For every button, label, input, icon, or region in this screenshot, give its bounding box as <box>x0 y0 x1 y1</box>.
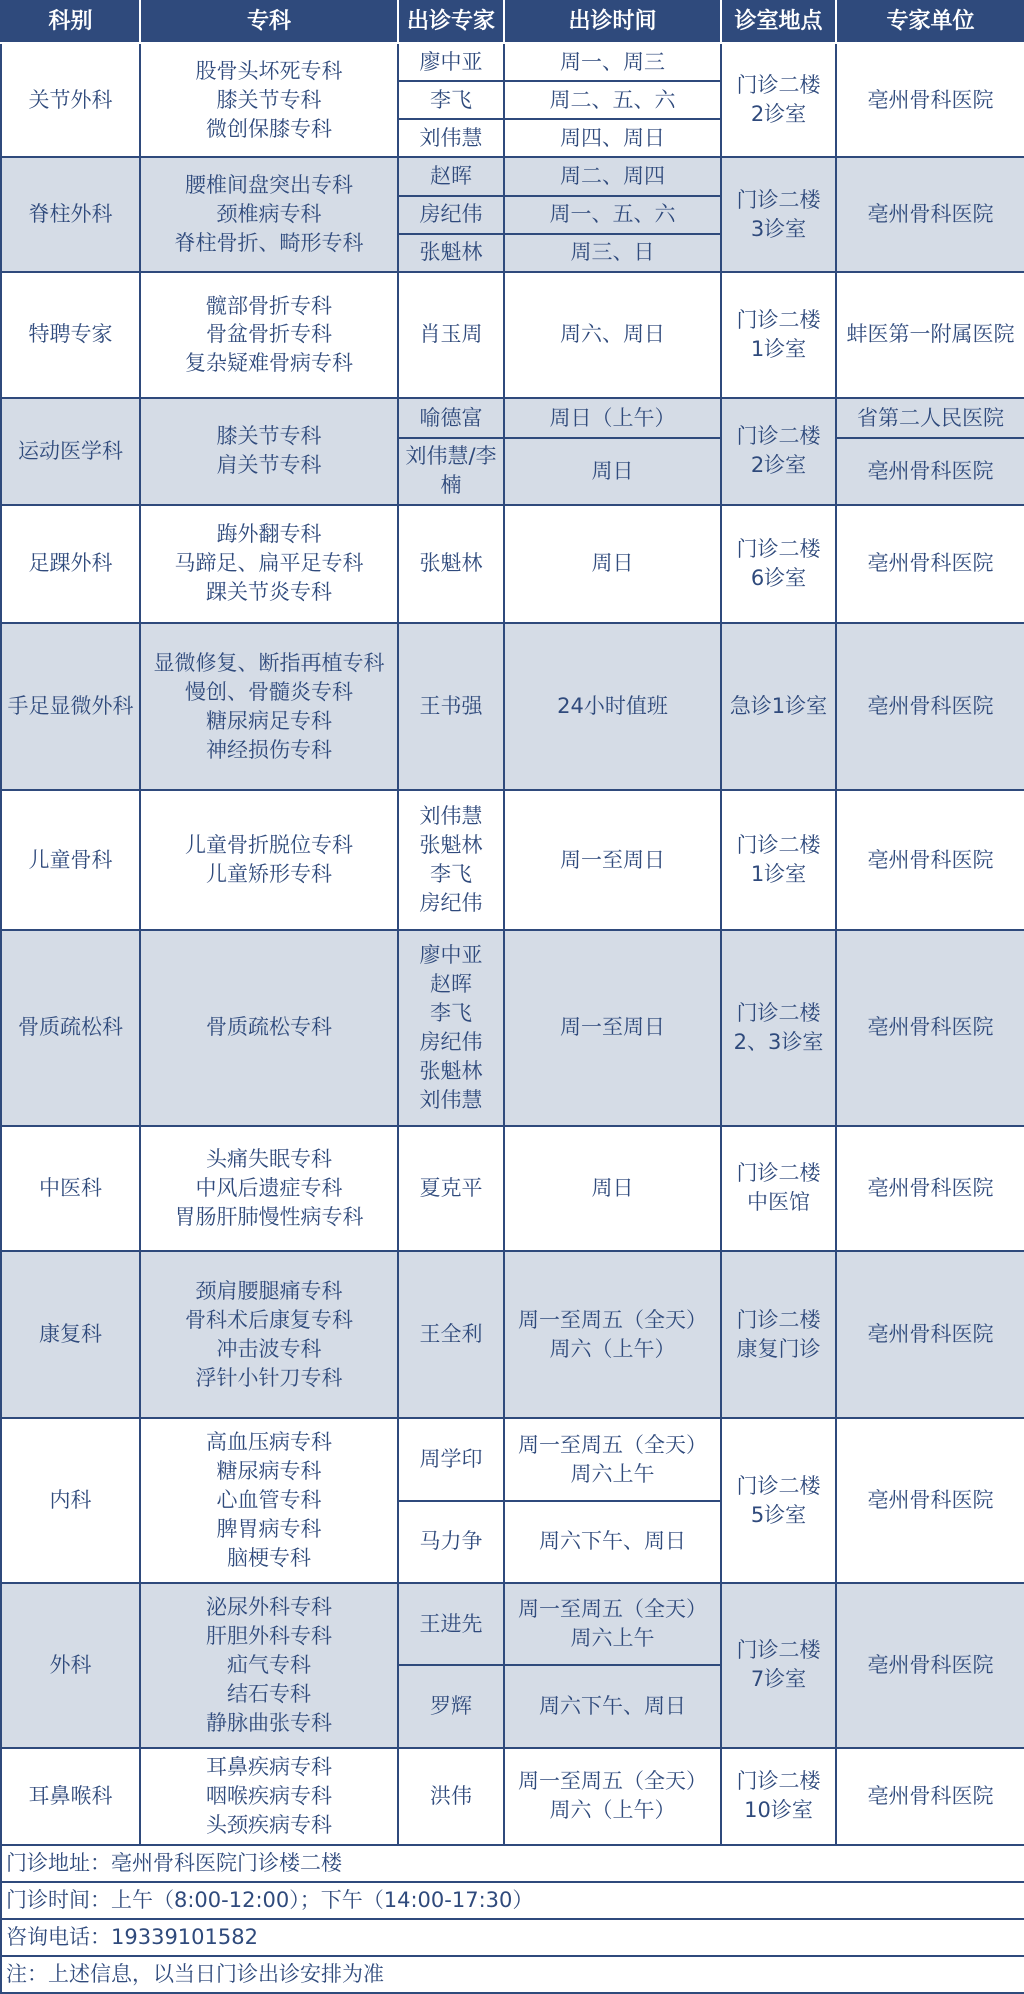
departments.10.specialties-line: 高血压病专科 <box>206 1430 332 1455</box>
departments.0.rows.0.time-line: 周一、周三 <box>560 49 665 74</box>
departments.3.rows.1.time-line: 周日 <box>591 458 634 483</box>
specialty-list <box>140 930 398 1126</box>
clinic-time <box>504 1665 721 1747</box>
clinic-room <box>721 623 836 791</box>
expert-unit: 亳州骨科医院 <box>836 157 1024 271</box>
departments.11.specialties-line: 疝气专科 <box>227 1652 311 1677</box>
departments.12.location-line: 10诊室 <box>744 1798 813 1823</box>
departments.12.specialties-line: 耳鼻疾病专科 <box>206 1754 332 1779</box>
departments.7.location-line: 门诊二楼 <box>736 1000 821 1025</box>
clinic-room <box>721 1418 836 1583</box>
expert-unit: 亳州骨科医院 <box>836 1251 1024 1419</box>
departments.8.specialties-line: 胃肠肝肺慢性病专科 <box>174 1204 364 1229</box>
expert-unit: 亳州骨科医院 <box>836 1126 1024 1251</box>
specialty-list <box>140 1583 398 1748</box>
departments.3.specialties-line: 膝关节专科 <box>216 424 322 449</box>
col-header-unit: 专家单位 <box>836 1 1024 43</box>
department-section <box>1 1748 1024 1845</box>
departments.10.location-line: 5诊室 <box>750 1502 807 1527</box>
departments.4.specialties-line: 踝关节炎专科 <box>206 580 332 605</box>
departments.9.rows.0.time-line: 周一至周五（全天） <box>518 1307 707 1332</box>
departments.7.specialties-line: 骨质疏松专科 <box>206 1015 332 1040</box>
footer-note: 注：上述信息，以当日门诊出诊安排为准 <box>1 1956 1024 1993</box>
departments.5.specialties-line: 神经损伤专科 <box>206 737 332 762</box>
expert-name: 周学印 <box>398 1418 504 1500</box>
table-row <box>1 272 1024 398</box>
departments.3.rows.0.time-line: 周日（上午） <box>549 405 676 430</box>
departments.11.specialties-line: 静脉曲张专科 <box>206 1710 332 1735</box>
departments.10.rows.0.time-line: 周六上午 <box>570 1461 655 1486</box>
department-section <box>1 930 1024 1126</box>
table-row <box>1 790 1024 929</box>
expert-name: 喻德富 <box>398 398 504 438</box>
departments.3.location-line: 门诊二楼 <box>736 424 821 449</box>
table-row <box>1 1126 1024 1251</box>
clinic-time <box>504 505 721 623</box>
col-header-expert: 出诊专家 <box>398 1 504 43</box>
departments.2.specialties-line: 骨盆骨折专科 <box>206 322 332 347</box>
expert-unit: 亳州骨科医院 <box>836 623 1024 791</box>
departments.3.specialties-line: 肩关节专科 <box>216 453 322 478</box>
departments.7.rows.0.time-line: 周一至周日 <box>560 1015 665 1040</box>
departments.12.rows.0.time-line: 周六（上午） <box>549 1798 676 1823</box>
department-section <box>1 157 1024 271</box>
departments.10.specialties-line: 心血管专科 <box>216 1488 322 1513</box>
departments.0.location-line: 门诊二楼 <box>736 73 821 98</box>
expert-unit: 亳州骨科医院 <box>836 438 1024 504</box>
clinic-room <box>721 1748 836 1845</box>
specialty-list <box>140 1418 398 1583</box>
footer-phone: 咨询电话：19339101582 <box>1 1919 1024 1956</box>
department-name: 外科 <box>1 1583 140 1748</box>
clinic-time <box>504 1748 721 1845</box>
clinic-time <box>504 1251 721 1419</box>
departments.6.specialties-line: 儿童骨折脱位专科 <box>185 833 353 858</box>
expert-unit: 亳州骨科医院 <box>836 1418 1024 1583</box>
departments.12.specialties-line: 咽喉疾病专科 <box>206 1783 332 1808</box>
departments.9.specialties-line: 浮针小针刀专科 <box>195 1365 343 1390</box>
expert-name: 刘伟慧 张魁林 李飞 房纪伟 <box>398 790 504 929</box>
departments.6.location-line: 门诊二楼 <box>736 833 821 858</box>
clinic-room <box>721 930 836 1126</box>
departments.9.specialties-line: 颈肩腰腿痛专科 <box>195 1278 343 1303</box>
departments.0.specialties-line: 微创保膝专科 <box>206 116 332 141</box>
departments.11.location-line: 门诊二楼 <box>736 1638 821 1663</box>
department-section <box>1 1251 1024 1419</box>
departments.0.specialties-line: 股骨头坏死专科 <box>195 58 343 83</box>
departments.12.rows.0.time-line: 周一至周五（全天） <box>518 1769 707 1794</box>
departments.5.specialties-line: 显微修复、断指再植专科 <box>153 650 385 675</box>
departments.11.rows.1.time-line: 周六下午、周日 <box>539 1693 686 1718</box>
departments.11.specialties-line: 肝胆外科专科 <box>206 1623 332 1648</box>
departments.5.location-line: 急诊1诊室 <box>729 694 828 719</box>
clinic-room <box>721 1126 836 1251</box>
clinic-time <box>504 272 721 398</box>
departments.2.location-line: 门诊二楼 <box>736 307 821 332</box>
expert-name: 李飞 <box>398 81 504 119</box>
expert-unit: 亳州骨科医院 <box>836 1583 1024 1748</box>
department-name: 内科 <box>1 1418 140 1583</box>
expert-unit: 亳州骨科医院 <box>836 43 1024 157</box>
clinic-time <box>504 438 721 504</box>
departments.4.rows.0.time-line: 周日 <box>591 551 634 576</box>
clinic-time <box>504 1126 721 1251</box>
table-row <box>1 43 1024 81</box>
specialty-list <box>140 1748 398 1845</box>
departments.10.specialties-line: 脾胃病专科 <box>216 1517 322 1542</box>
footer-address: 门诊地址：亳州骨科医院门诊楼二楼 <box>1 1845 1024 1882</box>
clinic-room <box>721 398 836 504</box>
departments.9.location-line: 门诊二楼 <box>736 1307 821 1332</box>
departments.11.specialties-line: 泌尿外科专科 <box>206 1594 332 1619</box>
department-name: 中医科 <box>1 1126 140 1251</box>
departments.1.rows.0.time-line: 周二、周四 <box>560 163 665 188</box>
specialty-list <box>140 1251 398 1419</box>
departments.6.specialties-line: 儿童矫形专科 <box>206 862 332 887</box>
department-name: 耳鼻喉科 <box>1 1748 140 1845</box>
department-name: 关节外科 <box>1 43 140 157</box>
department-name: 运动医学科 <box>1 398 140 504</box>
departments.4.location-line: 门诊二楼 <box>736 536 821 561</box>
departments.1.location-line: 3诊室 <box>750 216 807 241</box>
departments.9.specialties-line: 冲击波专科 <box>216 1336 322 1361</box>
departments.12.location-line: 门诊二楼 <box>736 1769 821 1794</box>
clinic-time <box>504 81 721 119</box>
expert-unit: 亳州骨科医院 <box>836 1748 1024 1845</box>
department-section <box>1 1126 1024 1251</box>
department-section <box>1 272 1024 398</box>
department-name: 手足显微外科 <box>1 623 140 791</box>
col-header-room: 诊室地点 <box>721 1 836 43</box>
table-row <box>1 1748 1024 1845</box>
departments.8.specialties-line: 头痛失眠专科 <box>206 1146 332 1171</box>
clinic-room <box>721 1583 836 1748</box>
department-section <box>1 623 1024 791</box>
clinic-time <box>504 234 721 272</box>
department-section <box>1 505 1024 623</box>
expert-name: 罗辉 <box>398 1665 504 1747</box>
specialty-list <box>140 505 398 623</box>
clinic-time <box>504 157 721 195</box>
expert-name: 刘伟慧/李楠 <box>398 438 504 504</box>
clinic-time <box>504 1501 721 1583</box>
col-header-specialty: 专科 <box>140 1 398 43</box>
departments.1.specialties-line: 脊柱骨折、畸形专科 <box>174 231 364 256</box>
departments.6.rows.0.time-line: 周一至周日 <box>560 847 665 872</box>
departments.2.specialties-line: 复杂疑难骨病专科 <box>185 351 353 376</box>
department-name: 脊柱外科 <box>1 157 140 271</box>
departments.10.specialties-line: 脑梗专科 <box>227 1546 311 1571</box>
expert-name: 肖玉周 <box>398 272 504 398</box>
expert-name: 廖中亚 赵晖 李飞 房纪伟 张魁林 刘伟慧 <box>398 930 504 1126</box>
clinic-time <box>504 398 721 438</box>
department-name: 骨质疏松科 <box>1 930 140 1126</box>
departments.11.location-line: 7诊室 <box>750 1667 807 1692</box>
departments.2.specialties-line: 髋部骨折专科 <box>206 293 332 318</box>
clinic-room <box>721 157 836 271</box>
specialty-list <box>140 1126 398 1251</box>
departments.10.specialties-line: 糖尿病专科 <box>216 1459 322 1484</box>
departments.8.location-line: 门诊二楼 <box>736 1161 821 1186</box>
departments.0.location-line: 2诊室 <box>750 102 807 127</box>
departments.0.specialties-line: 膝关节专科 <box>216 87 322 112</box>
department-name: 特聘专家 <box>1 272 140 398</box>
clinic-room <box>721 272 836 398</box>
clinic-time <box>504 119 721 157</box>
expert-unit: 亳州骨科医院 <box>836 790 1024 929</box>
clinic-time <box>504 790 721 929</box>
department-section <box>1 1583 1024 1748</box>
departments.5.rows.0.time-line: 24小时值班 <box>557 694 668 719</box>
specialty-list <box>140 272 398 398</box>
departments.10.rows.0.time-line: 周一至周五（全天） <box>518 1432 707 1457</box>
clinic-time <box>504 1583 721 1665</box>
department-section <box>1 398 1024 504</box>
departments.8.location-line: 中医馆 <box>747 1190 810 1215</box>
departments.0.rows.1.time-line: 周二、五、六 <box>549 87 676 112</box>
department-name: 儿童骨科 <box>1 790 140 929</box>
col-header-time: 出诊时间 <box>504 1 721 43</box>
clinic-room <box>721 43 836 157</box>
departments.4.location-line: 6诊室 <box>750 565 807 590</box>
expert-name: 刘伟慧 <box>398 119 504 157</box>
expert-unit: 蚌医第一附属医院 <box>836 272 1024 398</box>
expert-name: 王书强 <box>398 623 504 791</box>
specialty-list <box>140 623 398 791</box>
departments.4.specialties-line: 踇外翻专科 <box>216 522 322 547</box>
specialty-list <box>140 157 398 271</box>
clinic-room <box>721 505 836 623</box>
table-row <box>1 398 1024 438</box>
departments.6.location-line: 1诊室 <box>750 862 807 887</box>
departments.11.specialties-line: 结石专科 <box>227 1681 311 1706</box>
specialty-list <box>140 790 398 929</box>
departments.10.rows.1.time-line: 周六下午、周日 <box>539 1529 686 1554</box>
table-row <box>1 930 1024 1126</box>
expert-name: 廖中亚 <box>398 43 504 81</box>
department-section <box>1 43 1024 157</box>
department-section <box>1 790 1024 929</box>
expert-unit: 亳州骨科医院 <box>836 505 1024 623</box>
clinic-time <box>504 196 721 234</box>
specialty-list <box>140 398 398 504</box>
departments.1.location-line: 门诊二楼 <box>736 187 821 212</box>
departments.2.location-line: 1诊室 <box>750 336 807 361</box>
table-row <box>1 1583 1024 1665</box>
departments.5.specialties-line: 糖尿病足专科 <box>206 708 332 733</box>
departments.9.rows.0.time-line: 周六（上午） <box>549 1336 676 1361</box>
departments.7.location-line: 2、3诊室 <box>733 1029 824 1054</box>
departments.8.specialties-line: 中风后遗症专科 <box>195 1175 343 1200</box>
col-header-department: 科别 <box>1 1 140 43</box>
specialty-list <box>140 43 398 157</box>
header-row <box>1 1 1024 43</box>
clinic-room <box>721 790 836 929</box>
table-row <box>1 623 1024 791</box>
expert-name: 张魁林 <box>398 505 504 623</box>
departments.2.rows.0.time-line: 周六、周日 <box>560 322 665 347</box>
departments.0.rows.2.time-line: 周四、周日 <box>560 125 665 150</box>
clinic-room <box>721 1251 836 1419</box>
departments.1.rows.1.time-line: 周一、五、六 <box>549 202 676 227</box>
departments.12.specialties-line: 头颈疾病专科 <box>206 1812 332 1837</box>
departments.11.rows.0.time-line: 周一至周五（全天） <box>518 1597 707 1622</box>
clinic-time <box>504 930 721 1126</box>
departments.9.specialties-line: 骨科术后康复专科 <box>185 1307 353 1332</box>
departments.1.specialties-line: 颈椎病专科 <box>216 202 322 227</box>
table-row <box>1 505 1024 623</box>
expert-name: 张魁林 <box>398 234 504 272</box>
clinic-time <box>504 43 721 81</box>
table-row <box>1 157 1024 195</box>
departments.1.specialties-line: 腰椎间盘突出专科 <box>185 173 353 198</box>
departments.5.specialties-line: 慢创、骨髓炎专科 <box>185 679 353 704</box>
departments.8.rows.0.time-line: 周日 <box>591 1175 634 1200</box>
department-section <box>1 1418 1024 1583</box>
departments.9.location-line: 康复门诊 <box>736 1336 821 1361</box>
expert-name: 王进先 <box>398 1583 504 1665</box>
expert-unit: 亳州骨科医院 <box>836 930 1024 1126</box>
department-name: 康复科 <box>1 1251 140 1419</box>
departments.10.location-line: 门诊二楼 <box>736 1473 821 1498</box>
table-row <box>1 1418 1024 1500</box>
expert-unit: 省第二人民医院 <box>836 398 1024 438</box>
expert-name: 赵晖 <box>398 157 504 195</box>
expert-name: 房纪伟 <box>398 196 504 234</box>
departments.1.rows.2.time-line: 周三、日 <box>570 240 655 265</box>
expert-name: 洪伟 <box>398 1748 504 1845</box>
expert-name: 夏克平 <box>398 1126 504 1251</box>
department-name: 足踝外科 <box>1 505 140 623</box>
clinic-time <box>504 1418 721 1500</box>
departments.4.specialties-line: 马蹄足、扁平足专科 <box>174 551 364 576</box>
table-row <box>1 1251 1024 1419</box>
departments.11.rows.0.time-line: 周六上午 <box>570 1626 655 1651</box>
expert-name: 马力争 <box>398 1501 504 1583</box>
footer-hours: 门诊时间：上午（8:00-12:00）；下午（14:00-17:30） <box>1 1882 1024 1919</box>
clinic-time <box>504 623 721 791</box>
expert-name: 王全利 <box>398 1251 504 1419</box>
departments.3.location-line: 2诊室 <box>750 453 807 478</box>
